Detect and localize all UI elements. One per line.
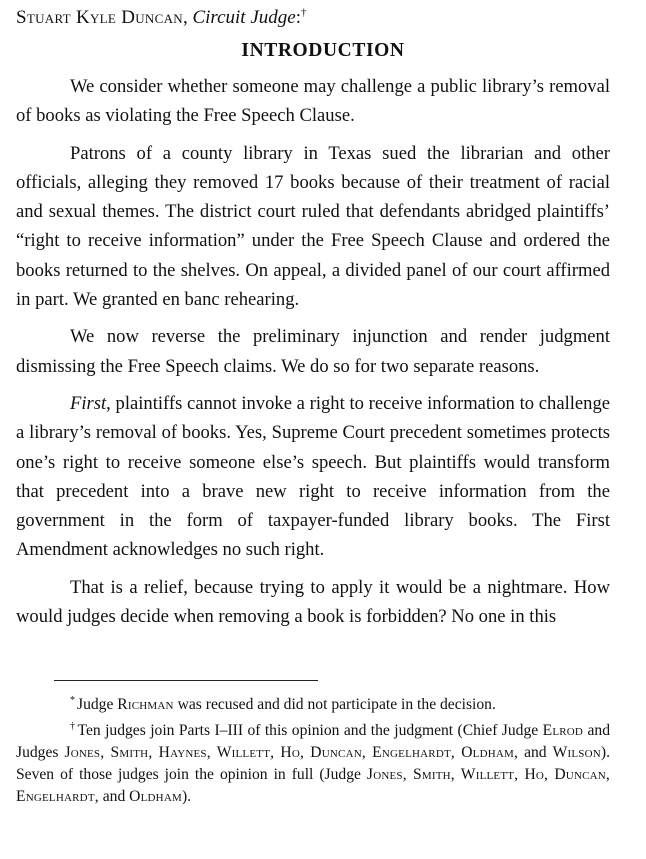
footnote-2-text-5: and	[98, 788, 130, 805]
footnote-2	[16, 720, 610, 808]
author-name: Stuart Kyle Duncan	[16, 7, 183, 28]
footnote-2-mark: †	[70, 720, 76, 732]
paragraph-4	[16, 389, 610, 565]
footnote-1-judge-name: Richman	[117, 696, 174, 713]
paragraph-2: Patrons of a county library in Texas sued the librarian and other officials, alleging they removed 17 books because of their treatment of racial and sexual themes. The district court ruled that defendants abridged plaintiffs’ “right to receive information” under the Free Speech Clause and ordered the books returned to the shelves. On appeal, a divided panel of our court affirmed in part. We granted en banc rehearing.	[16, 142, 610, 311]
paragraph-4-rest: , plaintiffs cannot invoke a right to receive information to challenge a library’s removal of books. Yes, Supreme Court precedent sometimes protects one’s right to receive someone else’s speech. But plaintiffs would transform that precedent into a brave new right to receive information from the government in the form of taxpayer-funded library books. The First Amendment acknowledges no such right.	[16, 392, 610, 561]
author-suffix: :	[295, 7, 301, 28]
footnote-2-names-2: Jones, Smith, Haynes, Willett, Ho, Duncan, Engelhardt, Oldham,	[64, 744, 519, 761]
opinion-body	[16, 72, 610, 639]
footnote-2-names-5: Oldham	[129, 788, 182, 805]
footnote-2-text-3: and	[518, 744, 553, 761]
paragraph-1: We consider whether someone may challenge a public library’s removal of books as violating the Free Speech Clause.	[16, 76, 610, 127]
footnote-1-text-b: was recused and did not participate in the decision.	[173, 696, 496, 713]
paragraph-4-lead: First	[70, 392, 107, 414]
footnote-2-text-6: ).	[181, 788, 192, 805]
footnote-2-names-3: Wilson	[552, 744, 601, 761]
footnote-1-text-a: Judge	[77, 696, 118, 713]
section-heading: INTRODUCTION	[241, 40, 405, 61]
footnotes	[16, 694, 610, 812]
author-line	[16, 6, 306, 30]
footnote-1-mark: *	[70, 694, 75, 706]
paragraph-3: We now reverse the preliminary injunction and render judgment dismissing the Free Speech claims. We do so for two separate reasons.	[16, 326, 610, 377]
footnote-divider	[54, 680, 318, 681]
author-separator: ,	[182, 7, 193, 28]
footnote-2-text-4: ). Seven of those judges join the opinion in full (Judge	[16, 744, 610, 783]
paragraph-5: That is a relief, because trying to apply it would be a nightmare. How would judges decide when removing a book is forbidden? No one in this	[16, 576, 610, 628]
author-footnote-mark: †	[300, 6, 307, 19]
footnote-2-text-2: and Judges	[16, 722, 611, 761]
footnote-2-text-1: Ten judges join Parts I–III of this opinion and the judgment (Chief Judge	[77, 722, 543, 739]
footnote-2-names-4: Jones, Smith, Willett, Ho, Duncan, Engelhardt,	[16, 766, 611, 805]
footnote-2-names-1: Elrod	[542, 722, 584, 739]
author-title: Circuit Judge	[192, 7, 296, 28]
footnote-1	[16, 694, 610, 716]
